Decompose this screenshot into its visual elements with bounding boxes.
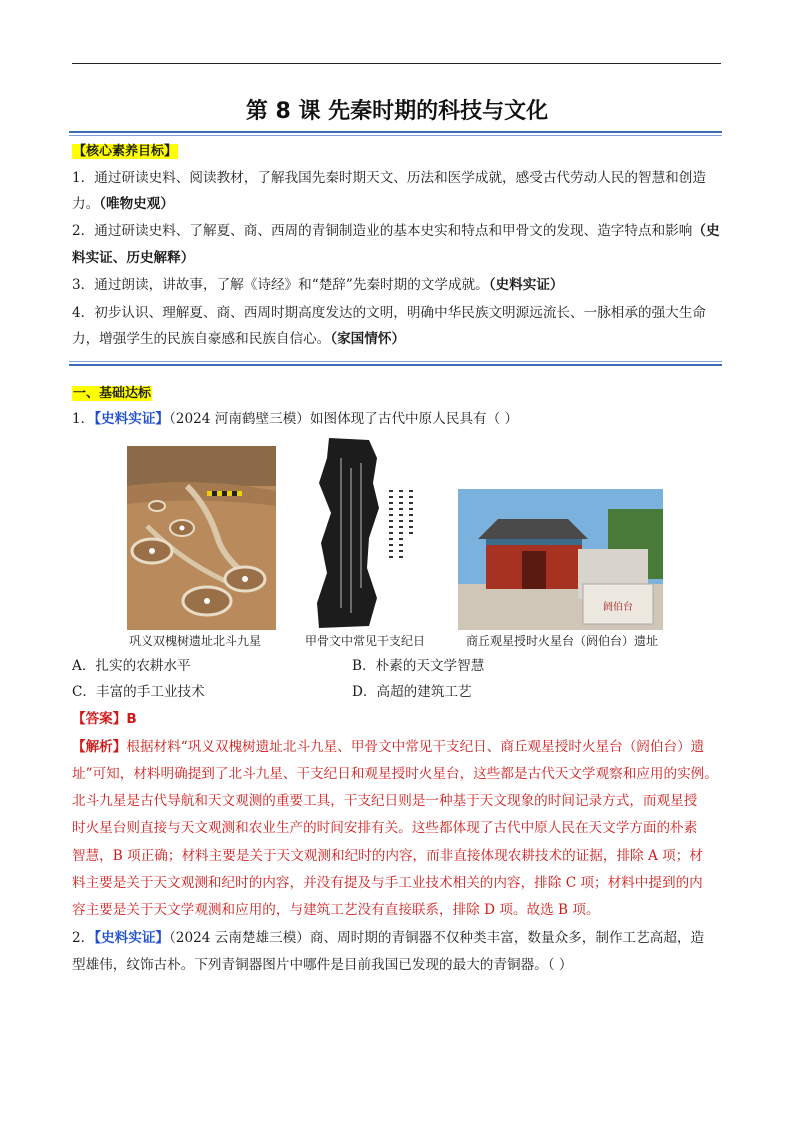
goal-2-line1: 2．通过研读史料、了解夏、商、西周的青铜制造业的基本史实和特点和甲骨文的发现、造字特点和影响（史	[72, 223, 720, 239]
temple-photo	[458, 489, 663, 630]
goals-top-rule	[69, 131, 722, 133]
option-b: B．朴素的天文学智慧	[352, 658, 485, 674]
site-photo-svg	[127, 446, 276, 630]
goal-3: 3．通过朗读，讲故事，了解《诗经》和“楚辞”先秦时期的文学成就。（史料实证）	[72, 277, 564, 293]
goal-1-line1: 1．通过研读史料、阅读教材，了解我国先秦时期天文、历法和医学成就，感受古代劳动人民的智慧和创造	[72, 170, 706, 186]
caption-3: 商丘观星授时火星台（阏伯台）遗址	[466, 634, 659, 648]
analysis-line-7: 容主要是关于天文学观测和应用的，与建筑工艺没有直接联系，排除 D 项。故选 B 项。	[72, 902, 600, 918]
oracle-bone-svg	[307, 438, 421, 628]
site-photo	[127, 446, 276, 630]
analysis-line-4: 时火星台则直接与天文观测和农业生产的时间安排有关。这些都体现了古代中原人民在天文学方面的朴素	[72, 820, 698, 836]
gate-plaque-text: 阏伯台	[603, 602, 633, 613]
q1-stem: 1．【史料实证】（2024 河南鹤壁三模）如图体现了古代中原人民具有（ ）	[72, 411, 519, 427]
analysis-line-2: 址”可知，材料明确提到了北斗九星、干支纪日和观星授时火星台，这些都是古代天文学观察和应用的实例。	[72, 766, 718, 782]
goal-4-line1: 4．初步认识、理解夏、商、西周时期高度发达的文明，明确中华民族文明源远流长、一脉相承的强大生命	[72, 305, 706, 321]
goals-header: 【核心素养目标】	[73, 144, 178, 159]
analysis-line-1: 【解析】根据材料“巩义双槐树遗址北斗九星、甲骨文中常见干支纪日、商丘观星授时火星台（阏伯台）遗	[72, 739, 705, 755]
analysis-line-6: 料主要是关于天文观测和纪时的内容，并没有提及与手工业技术相关的内容，排除 C 项；材料中提到的内	[72, 875, 703, 891]
q2-stem-line2: 型雄伟，纹饰古朴。下列青铜器图片中哪件是目前我国已发现的最大的青铜器。（ ）	[72, 957, 573, 973]
option-a: A．扎实的农耕水平	[72, 658, 191, 674]
goal-1-line2: 力。（唯物史观）	[72, 196, 174, 212]
goals-top-rule-thin	[69, 135, 722, 136]
goals-bottom-rule	[69, 364, 722, 366]
header-rule	[72, 63, 721, 64]
caption-2: 甲骨文中常见干支纪日	[305, 634, 426, 648]
q2-stem-line1: 2．【史料实证】（2024 云南楚雄三模）商、周时期的青铜器不仅种类丰富，数量众多，制作工艺高超，造	[72, 930, 705, 946]
goal-4-line2: 力，增强学生的民族自豪感和民族自信心。（家国情怀）	[72, 331, 406, 347]
analysis-line-3: 北斗九星是古代导航和天文观测的重要工具，干支纪日则是一种基于天文现象的时间记录方式，而观星授	[72, 793, 698, 809]
section-header: 一、基础达标	[73, 386, 152, 401]
oracle-bone-rubbing	[307, 438, 421, 628]
goal-2-line2: 料实证、历史解释）	[72, 250, 195, 266]
goals-bottom-rule-thin	[69, 361, 722, 362]
page-title: 第 8 课 先秦时期的科技与文化	[245, 99, 549, 124]
analysis-line-5: 智慧，B 项正确；材料主要是关于天文观测和纪时的内容，而非直接体现农耕技术的证据，排除 A 项；材	[72, 848, 703, 864]
option-c: C．丰富的手工业技术	[72, 684, 205, 700]
answer: 【答案】B	[72, 711, 137, 727]
option-d: D．高超的建筑工艺	[352, 684, 472, 700]
temple-photo-svg	[458, 489, 663, 630]
caption-1: 巩义双槐树遗址北斗九星	[129, 634, 262, 648]
